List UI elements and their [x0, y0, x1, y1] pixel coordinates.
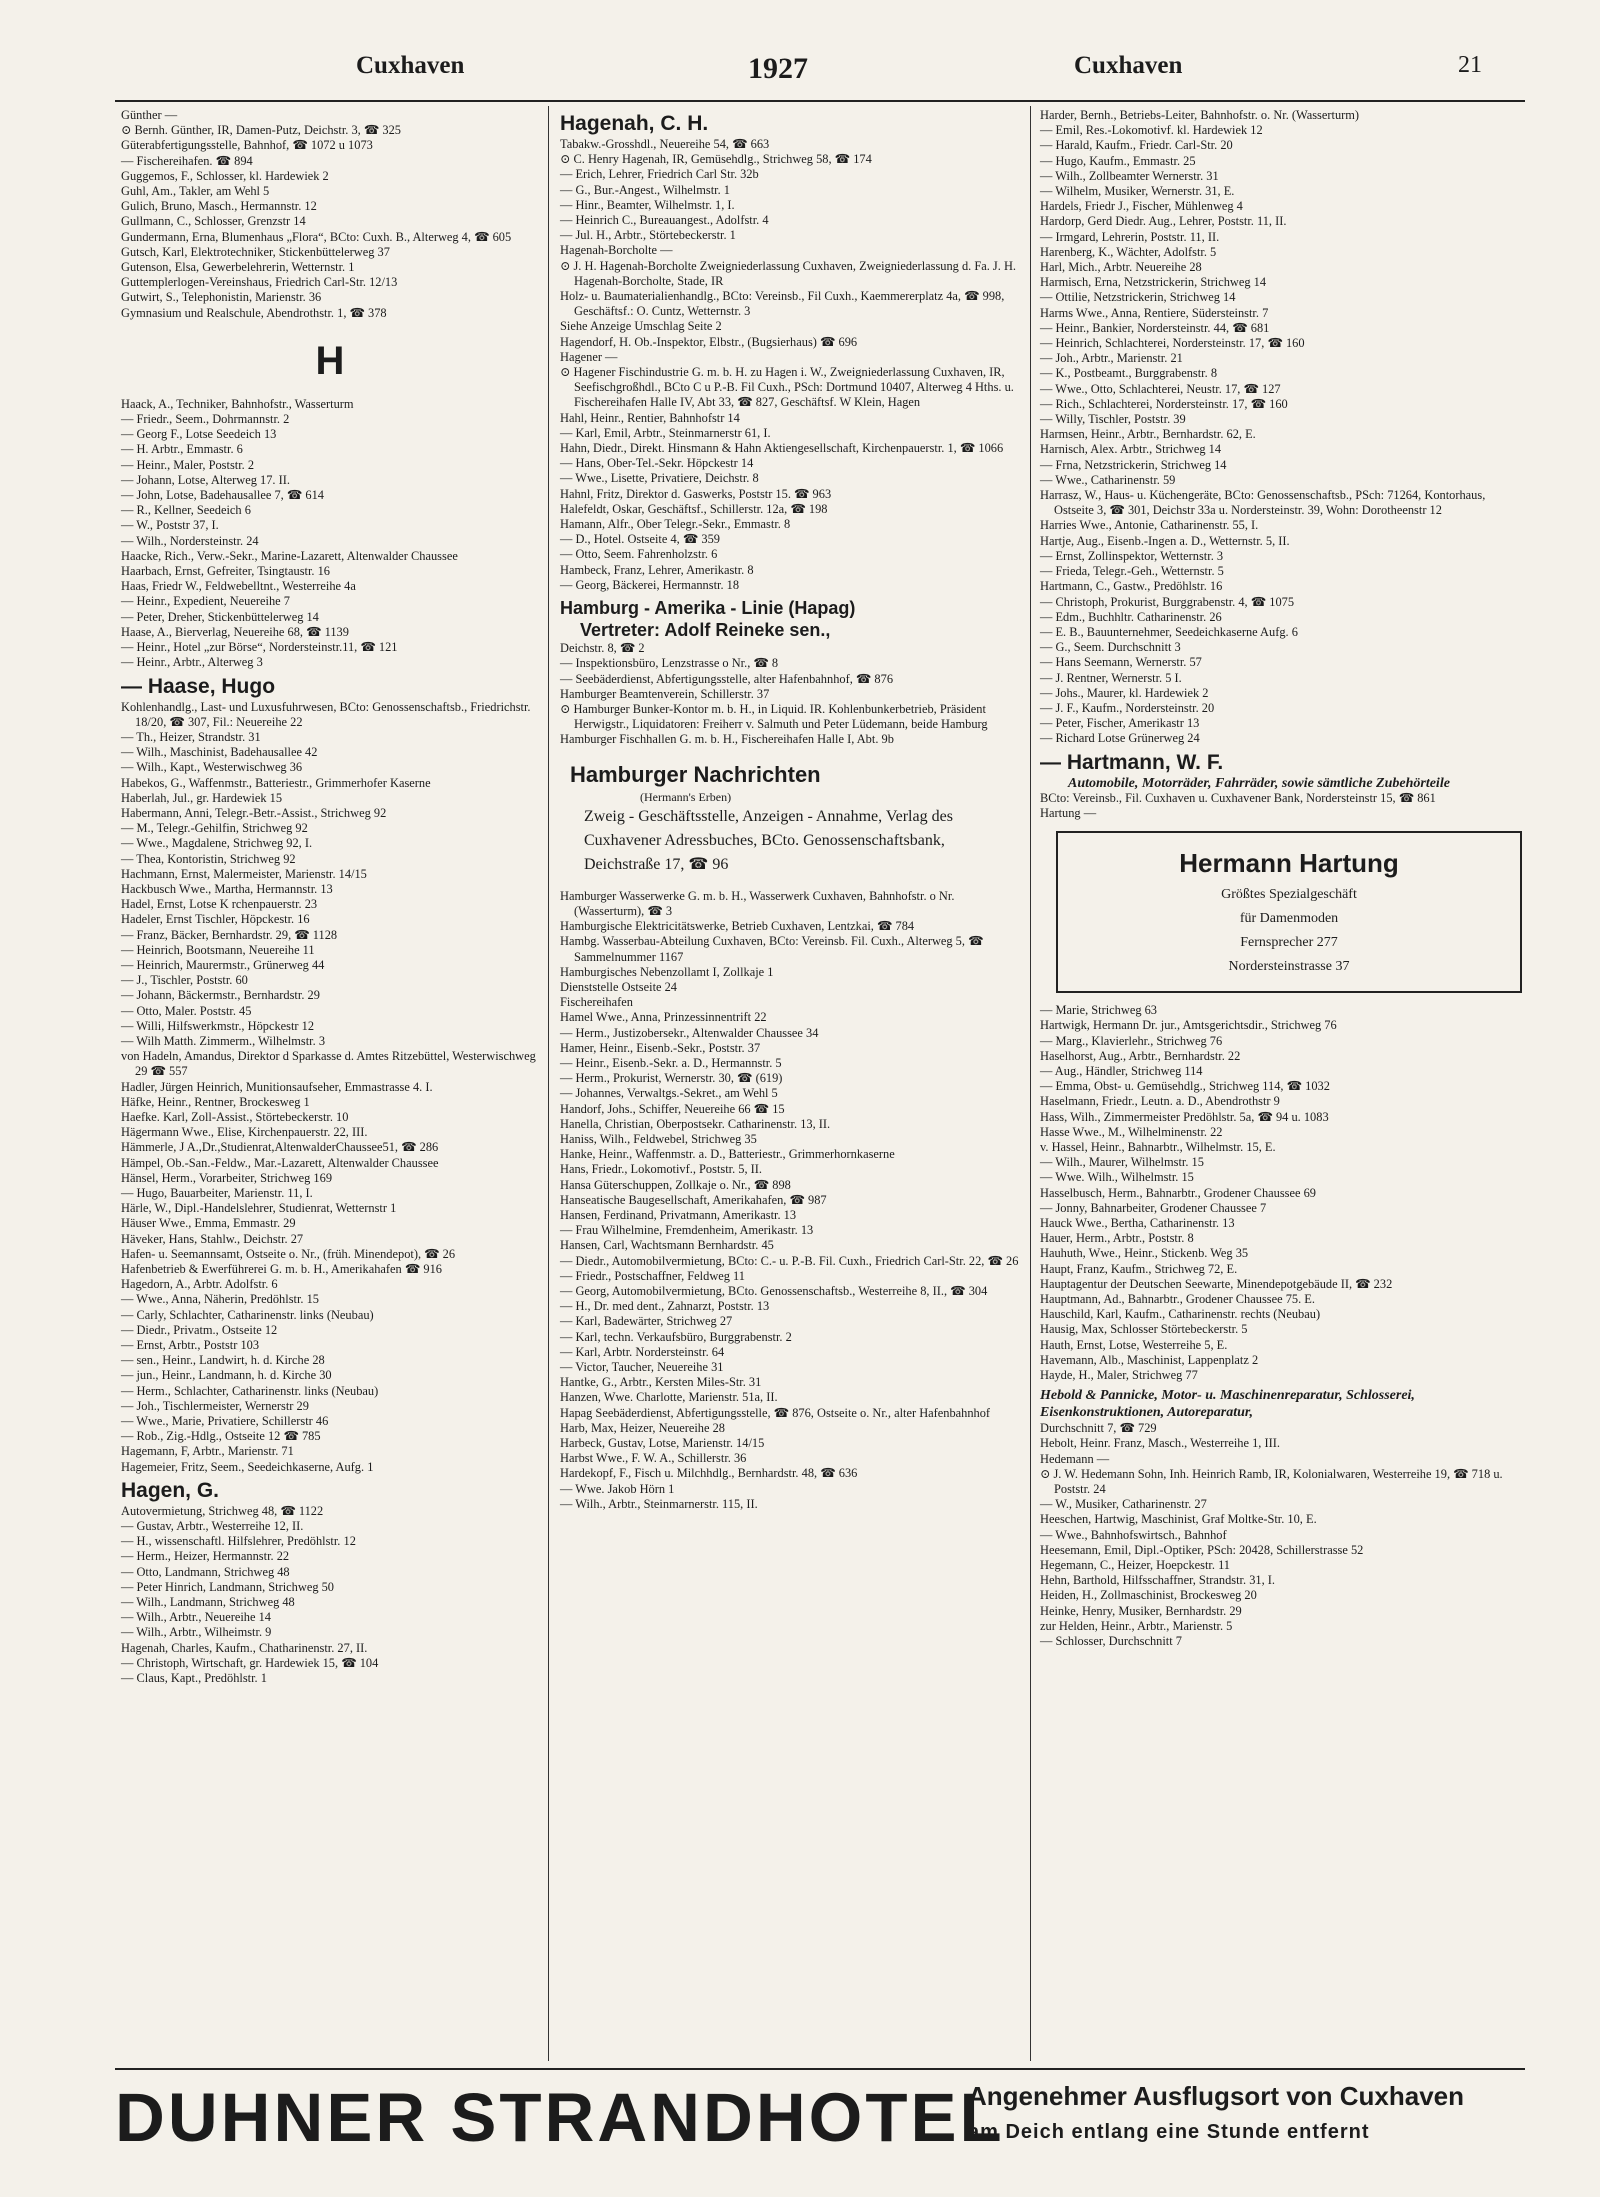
directory-entry: — Willy, Tischler, Poststr. 39 — [1040, 412, 1186, 427]
directory-entry: — Christoph, Prokurist, Burggrabenstr. 4, ☎ 1075 — [1040, 594, 1295, 609]
directory-entry: — Wilh Matth. Zimmerm., Wilhelmstr. 3 — [121, 1033, 326, 1048]
ad-line: Nordersteinstrasse 37 — [1228, 959, 1350, 975]
directory-entry: ⊙ Bernh. Günther, IR, Damen-Putz, Deichstr. 3, ☎ 325 — [121, 123, 401, 138]
directory-entry: — K., Postbeamt., Burggrabenstr. 8 — [1040, 366, 1218, 381]
directory-entry: Hahl, Heinr., Rentier, Bahnhofstr 14 — [560, 410, 740, 425]
directory-entry: Gymnasium und Realschule, Abendrothstr. 1, ☎ 378 — [121, 305, 387, 320]
directory-entry: — Wwe., Magdalene, Strichweg 92, I. — [121, 836, 313, 851]
directory-entry: Habekos, G., Waffenmstr., Batteriestr., Grimmerhofer Kaserne — [121, 775, 431, 790]
directory-entry: Haarbach, Ernst, Gefreiter, Tsingtaustr. 16 — [121, 564, 330, 579]
directory-entry: Hartwigk, Hermann Dr. jur., Amtsgerichtsdir., Strichweg 76 — [1040, 1018, 1337, 1033]
directory-entry: Hamburgisches Nebenzollamt I, Zollkaje 1 — [560, 964, 774, 979]
directory-entry: Haack, A., Techniker, Bahnhofstr., Wasserturm — [121, 396, 354, 411]
directory-entry: — Heinrich, Schlachterei, Nordersteinstr. 17, ☎ 160 — [1040, 336, 1305, 351]
directory-entry: — Friedr., Postschaffner, Feldweg 11 — [560, 1268, 745, 1283]
directory-entry: Haberlah, Jul., gr. Hardewiek 15 — [121, 790, 283, 805]
footer-rule — [115, 2068, 1525, 2070]
header-city-left: Cuxhaven — [356, 52, 465, 79]
directory-entry: Guttemplerlogen-Vereinshaus, Friedrich Carl-Str. 12/13 — [121, 275, 398, 290]
directory-entry: Hansa Güterschuppen, Zollkaje o. Nr., ☎ 898 — [560, 1177, 791, 1192]
directory-entry: Hackbusch Wwe., Martha, Hermannstr. 13 — [121, 881, 333, 896]
directory-entry: — Carly, Schlachter, Catharinenstr. links (Neubau) — [121, 1307, 374, 1322]
directory-entry: — H., wissenschaftl. Hilfslehrer, Predöhlstr. 12 — [121, 1534, 356, 1549]
directory-entry: — Heinr., Expedient, Neuereihe 7 — [121, 594, 290, 609]
directory-entry: — Marie, Strichweg 63 — [1040, 1003, 1157, 1018]
entries-1d — [121, 1504, 539, 1686]
entries-3a — [1040, 108, 1528, 747]
directory-entry: — Wilh., Arbtr., Wilheimstr. 9 — [121, 1625, 272, 1640]
directory-entry: — W., Poststr 37, I. — [121, 518, 219, 533]
directory-entry: Hagendorf, H. Ob.-Inspektor, Elbstr., (Bugsierhaus) ☎ 696 — [560, 334, 858, 349]
entries-3d — [1040, 1421, 1528, 1649]
directory-entry: — Edm., Buchhltr. Catharinenstr. 26 — [1040, 609, 1222, 624]
directory-entry: Guggemos, F., Schlosser, kl. Hardewiek 2 — [121, 168, 329, 183]
directory-entry: Heesemann, Emil, Dipl.-Optiker, PSch: 20428, Schillerstrasse 52 — [1040, 1542, 1364, 1557]
column-1 — [121, 108, 539, 2063]
directory-entry: Heiden, H., Zollmaschinist, Brockesweg 20 — [1040, 1588, 1257, 1603]
ad-title: Hamburger Nachrichten — [570, 761, 821, 787]
directory-entry: — Peter, Dreher, Stickenbüttelerweg 14 — [121, 609, 319, 624]
directory-entry: — Wwe. Wilh., Wilhelmstr. 15 — [1040, 1170, 1194, 1185]
directory-entry: Hanella, Christian, Oberpostsekr. Catharinenstr. 13, II. — [560, 1116, 831, 1131]
directory-entry: Hanke, Heinr., Waffenmstr. a. D., Batteriestr., Grimmerhornkaserne — [560, 1147, 895, 1162]
directory-entry: — Rob., Zig.-Hdlg., Ostseite 12 ☎ 785 — [121, 1429, 321, 1444]
directory-entry: Gulich, Bruno, Masch., Hermannstr. 12 — [121, 199, 317, 214]
directory-entry: — Karl, Emil, Arbtr., Steinmarnerstr 61, I. — [560, 425, 771, 440]
directory-entry: — sen., Heinr., Landwirt, h. d. Kirche 28 — [121, 1353, 325, 1368]
directory-entry: — Heinrich C., Bureauangest., Adolfstr. 4 — [560, 213, 769, 228]
directory-entry: — Frieda, Telegr.-Geh., Wetternstr. 5 — [1040, 564, 1224, 579]
page-header — [0, 52, 1600, 92]
entry-heading-hagen: Hagen, G. — [121, 1478, 220, 1502]
column-3 — [1040, 108, 1528, 2063]
directory-entry: Hansen, Ferdinand, Privatmann, Amerikastr. 13 — [560, 1207, 797, 1222]
column-divider — [548, 106, 549, 2061]
directory-entry: ⊙ Hagener Fischindustrie G. m. b. H. zu Hagen i. W., Zweigniederlassung Cuxhaven, IR, Seefischgroßhdl., BCto C u P.-B. Fil Cuxh., PSch: Dortmund 10407, Alterweg 4 Hths. u. Fischereihafen Halle IV, Abt 33, ☎ 827, Geschäftsf. W Klein, Hagen — [560, 365, 1014, 410]
ad-hermann-hartung — [1056, 831, 1522, 993]
directory-entry: Gundermann, Erna, Blumenhaus „Flora“, BCto: Cuxh. B., Alterweg 4, ☎ 605 — [121, 229, 512, 244]
column-2 — [560, 108, 1022, 2063]
footer-advert-line2: am Deich entlang eine Stunde entfernt — [968, 2121, 1370, 2143]
directory-entry: — Marg., Klavierlehr., Strichweg 76 — [1040, 1033, 1223, 1048]
directory-entry: — Otto, Landmann, Strichweg 48 — [121, 1564, 290, 1579]
directory-entry: — Diedr., Automobilvermietung, BCto: C.- u. P.-B. Fil. Cuxh., Friedrich Carl-Str. 22, ☎ 26 — [560, 1253, 1019, 1268]
directory-entry: BCto: Vereinsb., Fil. Cuxhaven u. Cuxhavener Bank, Nordersteinstr 15, ☎ 861 — [1040, 790, 1436, 805]
directory-entry: — Otto, Maler. Poststr. 45 — [121, 1003, 252, 1018]
directory-entry: Hegemann, C., Heizer, Hoepckestr. 11 — [1040, 1558, 1231, 1573]
directory-entry: — Wilh., Zollbeamter Wernerstr. 31 — [1040, 168, 1219, 183]
directory-entry: Hansen, Carl, Wachtsmann Bernhardstr. 45 — [560, 1238, 774, 1253]
page-number: 21 — [1458, 52, 1482, 78]
directory-entry: Tabakw.-Grosshdl., Neuereihe 54, ☎ 663 — [560, 137, 770, 151]
directory-entry: Hass, Wilh., Zimmermeister Predöhlstr. 5a, ☎ 94 u. 1083 — [1040, 1109, 1329, 1124]
directory-entry: Hardorp, Gerd Diedr. Aug., Lehrer, Poststr. 11, II. — [1040, 214, 1287, 229]
directory-entry: Hanseatische Baugesellschaft, Amerikahafen, ☎ 987 — [560, 1192, 827, 1207]
directory-entry: — Ernst, Arbtr., Poststr 103 — [121, 1338, 260, 1353]
directory-entry: — Herm., Schlachter, Catharinenstr. links (Neubau) — [121, 1383, 379, 1398]
directory-entry: — Georg, Automobilvermietung, BCto. Genossenschaftsb., Westerreihe 8, II., ☎ 304 — [560, 1284, 988, 1298]
directory-entry: Harbeck, Gustav, Lotse, Marienstr. 14/15 — [560, 1436, 765, 1451]
directory-entry: ⊙ J. W. Hedemann Sohn, Inh. Heinrich Ramb, IR, Kolonialwaren, Westerreihe 19, ☎ 718 u. Poststr. 24 — [1040, 1466, 1503, 1497]
directory-entry: — Wilhelm, Musiker, Wernerstr. 31, E. — [1040, 184, 1235, 199]
directory-entry: Hagenah-Borcholte — — [560, 243, 673, 258]
directory-entry: Hardekopf, F., Fisch u. Milchhdlg., Bernhardstr. 48, ☎ 636 — [560, 1466, 858, 1481]
directory-entry: Hartung — — [1040, 805, 1097, 820]
directory-entry: Haefke. Karl, Zoll-Assist., Störtebeckerstr. 10 — [121, 1109, 349, 1124]
directory-entry: Harmisch, Erna, Netzstrickerin, Strichweg 14 — [1040, 275, 1267, 290]
directory-entry: Harrasz, W., Haus- u. Küchengeräte, BCto: Genossenschaftsb., PSch: 71264, Kontorhaus, Ostseite 3, ☎ 301, Deichstr 33a u. Nordersteinstr. 39, Wohn: Dorotheenstr 12 — [1040, 488, 1486, 518]
directory-entry: Deichstr. 8, ☎ 2 — [560, 641, 645, 656]
directory-entry: Gutenson, Elsa, Gewerbelehrerin, Wetternstr. 1 — [121, 260, 355, 275]
directory-entry: Hans, Friedr., Lokomotivf., Poststr. 5, II. — [560, 1162, 763, 1177]
directory-entry: Hauer, Herm., Arbtr., Poststr. 8 — [1040, 1231, 1194, 1246]
directory-entry: Hamer, Heinr., Eisenb.-Sekr., Poststr. 37 — [560, 1040, 761, 1055]
directory-entry: — Gustav, Arbtr., Westerreihe 12, II. — [121, 1519, 304, 1534]
directory-entry: Hahnl, Fritz, Direktor d. Gaswerks, Poststr 15. ☎ 963 — [560, 486, 832, 501]
directory-entry: Fischereihafen — [560, 995, 633, 1010]
directory-entry: — Franz, Bäcker, Bernhardstr. 29, ☎ 1128 — [121, 927, 338, 942]
directory-entry: — Wilh., Arbtr., Steinmarnerstr. 115, II. — [560, 1496, 758, 1511]
directory-entry: — Peter Hinrich, Landmann, Strichweg 50 — [121, 1579, 335, 1594]
directory-entry: Havemann, Alb., Maschinist, Lappenplatz 2 — [1040, 1352, 1259, 1367]
directory-entry: Hamburgische Elektricitätswerke, Betrieb Cuxhaven, Lentzkai, ☎ 784 — [560, 919, 915, 934]
directory-entry: Hadeler, Ernst Tischler, Höpckestr. 16 — [121, 912, 310, 927]
directory-entry: Hambg. Wasserbau-Abteilung Cuxhaven, BCto: Vereinsb. Fil. Cuxh., Alterweg 5, ☎ Sammelnummer 1167 — [560, 934, 984, 964]
directory-entry: — Wilh., Kapt., Westerwischweg 36 — [121, 760, 303, 775]
directory-entry: — G., Seem. Durchschnitt 3 — [1040, 640, 1181, 655]
directory-entry: Hamburger Fischhallen G. m. b. H., Fischereihafen Halle I, Abt. 9b — [560, 732, 894, 747]
directory-entry: — Hinr., Beamter, Wilhelmstr. 1, I. — [560, 197, 735, 212]
directory-entry: — Jul. H., Arbtr., Störtebeckerstr. 1 — [560, 228, 736, 243]
entries-3b — [1040, 791, 1528, 821]
directory-entry: Hamburger Beamtenverein, Schillerstr. 37 — [560, 686, 770, 701]
directory-entry: ⊙ C. Henry Hagenah, IR, Gemüsehdlg., Strichweg 58, ☎ 174 — [560, 152, 872, 167]
directory-entry: — Richard Lotse Grünerweg 24 — [1040, 731, 1200, 746]
directory-entry: Hagenah, Charles, Kaufm., Chatharinenstr. 27, II. — [121, 1640, 368, 1655]
directory-entry: Heeschen, Hartwig, Maschinist, Graf Moltke-Str. 10, E. — [1040, 1512, 1317, 1527]
hebold-entry: Hebold & Pannicke, Motor- u. Maschinenreparatur, Schlosserei, Eisenkonstruktionen, Autoreparatur, — [1040, 1388, 1415, 1421]
ad-title: Hermann Hartung — [1179, 848, 1399, 879]
directory-entry: Hadel, Ernst, Lotse K rchenpauerstr. 23 — [121, 897, 318, 912]
directory-entry: Hambeck, Franz, Lehrer, Amerikastr. 8 — [560, 562, 754, 577]
directory-entry: Harenberg, K., Wächter, Adolfstr. 5 — [1040, 244, 1217, 259]
directory-entry: Hantke, G., Arbtr., Kersten Miles-Str. 31 — [560, 1375, 762, 1390]
header-year: 1927 — [748, 52, 808, 85]
footer-advert-title: DUHNER STRANDHOTEL — [115, 2079, 1005, 2156]
directory-entry: Hasselbusch, Herm., Bahnarbtr., Grodener Chaussee 69 — [1040, 1185, 1316, 1200]
directory-entry: Härle, W., Dipl.-Handelslehrer, Studienrat, Wetternstr 1 — [121, 1201, 397, 1216]
directory-entry: Hayde, H., Maler, Strichweg 77 — [1040, 1368, 1198, 1383]
directory-entry: — Heinr., Hotel „zur Börse“, Nordersteinstr.11, ☎ 121 — [121, 640, 398, 655]
directory-entry: — Heinr., Bankier, Nordersteinstr. 44, ☎ 681 — [1040, 320, 1270, 335]
directory-entry: — Otto, Seem. Fahrenholzstr. 6 — [560, 547, 718, 562]
directory-entry: Haniss, Wilh., Feldwebel, Strichweg 35 — [560, 1131, 757, 1146]
hapag-representative: Vertreter: Adolf Reineke sen., — [580, 620, 831, 641]
entries-2a — [560, 137, 1022, 593]
directory-entry: — Wwe., Bahnhofswirtsch., Bahnhof — [1040, 1527, 1227, 1542]
directory-entry: Haselmann, Friedr., Leutn. a. D., Abendrothstr 9 — [1040, 1094, 1280, 1109]
directory-entry: Siehe Anzeige Umschlag Seite 2 — [560, 319, 722, 334]
header-city-right: Cuxhaven — [1074, 52, 1183, 79]
directory-entry: Hagemann, F, Arbtr., Marienstr. 71 — [121, 1444, 294, 1459]
directory-entry: Günther — — [121, 108, 178, 122]
directory-entry: Durchschnitt 7, ☎ 729 — [1040, 1421, 1157, 1436]
directory-entry: Holz- u. Baumaterialienhandlg., BCto: Vereinsb., Fil Cuxh., Kaemmererplatz 4a, ☎ 998, Geschäftsf.: O. Cuntz, Wetternstr. 3 — [560, 289, 1005, 319]
directory-entry: — Rich., Schlachterei, Nordersteinstr. 17, ☎ 160 — [1040, 396, 1288, 411]
directory-entry: — Friedr., Seem., Dohrmannstr. 2 — [121, 412, 290, 427]
directory-entry: — Seebäderdienst, Abfertigungsstelle, alter Hafenbahnhof, ☎ 876 — [560, 671, 894, 686]
directory-entry: — Ernst, Zollinspektor, Wetternstr. 3 — [1040, 548, 1224, 563]
directory-entry: Harries Wwe., Antonie, Catharinenstr. 55, I. — [1040, 518, 1259, 533]
directory-entry: Hahn, Diedr., Direkt. Hinsmann & Hahn Aktiengesellschaft, Kirchenpauerstr. 1, ☎ 1066 — [560, 441, 1004, 456]
directory-entry: Heinke, Henry, Musiker, Bernhardstr. 29 — [1040, 1603, 1242, 1618]
directory-entry: — Aug., Händler, Strichweg 114 — [1040, 1063, 1203, 1078]
directory-entry: Hagemeier, Fritz, Seem., Seedeichkaserne, Aufg. 1 — [121, 1459, 374, 1474]
directory-entry: — J. Rentner, Wernerstr. 5 I. — [1040, 670, 1182, 685]
directory-entry: — Fischereihafen. ☎ 894 — [121, 153, 253, 168]
directory-entry: — Joh., Tischlermeister, Wernerstr 29 — [121, 1398, 309, 1413]
directory-entry: — Wilh., Nordersteinstr. 24 — [121, 533, 259, 548]
directory-entry: — Hans, Ober-Tel.-Sekr. Höpckestr 14 — [560, 456, 754, 471]
directory-entry: Haase, A., Bierverlag, Neuereihe 68, ☎ 1139 — [121, 624, 349, 639]
directory-entry: Hagedorn, A., Arbtr. Adolfstr. 6 — [121, 1277, 278, 1292]
directory-entry: Hadler, Jürgen Heinrich, Munitionsaufseher, Emmastrasse 4. I. — [121, 1079, 433, 1094]
section-letter: H — [315, 338, 345, 383]
directory-entry: Handorf, Johs., Schiffer, Neuereihe 66 ☎ 15 — [560, 1101, 785, 1116]
directory-entry: — Wwe. Jakob Hörn 1 — [560, 1481, 675, 1496]
entry-heading-haase: — Haase, Hugo — [121, 674, 276, 698]
entry-heading-hartmann: — Hartmann, W. F. — [1040, 750, 1224, 774]
ad-subtitle: (Hermann's Erben) — [640, 789, 732, 804]
directory-entry: — Willi, Hilfswerkmstr., Höpckestr 12 — [121, 1018, 315, 1033]
directory-entry: — Heinrich, Bootsmann, Neuereihe 11 — [121, 942, 315, 957]
directory-entry: Harmsen, Heinr., Arbtr., Bernhardstr. 62, E. — [1040, 427, 1256, 442]
entries-3c — [1040, 1003, 1528, 1383]
directory-entry: Autovermietung, Strichweg 48, ☎ 1122 — [121, 1503, 324, 1518]
directory-entry: Harms Wwe., Anna, Rentiere, Südersteinstr. 7 — [1040, 305, 1269, 320]
directory-entry: Hauptmann, Ad., Bahnarbtr., Grodener Chaussee 75. E. — [1040, 1292, 1315, 1306]
entries-1b — [121, 397, 539, 671]
directory-entry: — Christoph, Wirtschaft, gr. Hardewiek 15, ☎ 104 — [121, 1655, 379, 1670]
directory-entry: Hehn, Barthold, Hilfsschaffner, Strandstr. 31, I. — [1040, 1573, 1275, 1588]
directory-entry: — Emil, Res.-Lokomotivf. kl. Hardewiek 12 — [1040, 123, 1263, 138]
hapag-heading: Hamburg - Amerika - Linie (Hapag) — [560, 598, 856, 619]
ad-line: Größtes Spezialgeschäft — [1221, 887, 1357, 903]
directory-entry: — Harald, Kaufm., Friedr. Carl-Str. 20 — [1040, 138, 1233, 153]
directory-entry: — Wilh., Arbtr., Neuereihe 14 — [121, 1610, 271, 1625]
directory-entry: — Irmgard, Lehrerin, Poststr. 11, II. — [1040, 229, 1220, 244]
directory-entry: ⊙ Hamburger Bunker-Kontor m. b. H., in Liquid. IR. Kohlenbunkerbetrieb, Präsident Herwigstr., Liquidatoren: Freiherr v. Salmuth und Peter Lüdemann, beide Hamburg — [560, 701, 988, 732]
directory-entry: — Inspektionsbüro, Lenzstrasse o Nr., ☎ 8 — [560, 656, 779, 671]
directory-entry: — Heinr., Arbtr., Alterweg 3 — [121, 655, 263, 670]
directory-entry: — Th., Heizer, Strandstr. 31 — [121, 729, 261, 744]
directory-entry: Hauth, Ernst, Lotse, Westerreihe 5, E. — [1040, 1337, 1228, 1352]
directory-entry: — Johannes, Verwaltgs.-Sekret., am Wehl 5 — [560, 1086, 778, 1101]
directory-entry: — Johann, Bäckermstr., Bernhardstr. 29 — [121, 988, 320, 1003]
directory-entry: — Schlosser, Durchschnitt 7 — [1040, 1634, 1182, 1649]
directory-entry: Hafen- u. Seemannsamt, Ostseite o. Nr., (früh. Minendepot), ☎ 26 — [121, 1246, 456, 1261]
entries-2c — [560, 889, 1022, 1512]
directory-entry: — Heinr., Maler, Poststr. 2 — [121, 457, 255, 472]
directory-entry: Hauhuth, Wwe., Heinr., Stickenb. Weg 35 — [1040, 1246, 1249, 1261]
directory-entry: — John, Lotse, Badehausallee 7, ☎ 614 — [121, 488, 324, 503]
directory-entry: Hänsel, Herm., Vorarbeiter, Strichweg 169 — [121, 1170, 333, 1185]
directory-entry: v. Hassel, Heinr., Bahnarbtr., Wilhelmstr. 15, E. — [1040, 1139, 1276, 1154]
directory-entry: — Georg, Bäckerei, Hermannstr. 18 — [560, 577, 740, 592]
directory-entry: — H., Dr. med dent., Zahnarzt, Poststr. 13 — [560, 1299, 770, 1314]
directory-entry: Harb, Max, Heizer, Neuereihe 28 — [560, 1420, 725, 1435]
directory-entry: — J. F., Kaufm., Nordersteinstr. 20 — [1040, 700, 1215, 715]
directory-entry: — Joh., Arbtr., Marienstr. 21 — [1040, 351, 1183, 366]
directory-entry: — R., Kellner, Seedeich 6 — [121, 503, 251, 518]
directory-entry: Hämpel, Ob.-San.-Feldw., Mar.-Lazarett, Altenwalder Chaussee — [121, 1155, 439, 1170]
directory-entry: — D., Hotel. Ostseite 4, ☎ 359 — [560, 532, 720, 547]
directory-entry: — Jonny, Bahnarbeiter, Grodener Chaussee 7 — [1040, 1200, 1267, 1215]
directory-entry: — E. B., Bauunternehmer, Seedeichkaserne Aufg. 6 — [1040, 624, 1298, 639]
directory-entry: Häveker, Hans, Stahlw., Deichstr. 27 — [121, 1231, 304, 1246]
directory-entry: Hafenbetrieb & Ewerführerei G. m. b. H., Amerikahafen ☎ 916 — [121, 1262, 442, 1277]
directory-entry: — Karl, techn. Verkaufsbüro, Burggrabenstr. 2 — [560, 1329, 792, 1344]
directory-entry: Hartmann, C., Gastw., Predöhlstr. 16 — [1040, 579, 1223, 594]
footer-advert-line1: Angenehmer Ausflugsort von Cuxhaven — [968, 2081, 1464, 2111]
directory-entry: — Diedr., Privatm., Ostseite 12 — [121, 1322, 278, 1337]
directory-entry: — jun., Heinr., Landmann, h. d. Kirche 30 — [121, 1368, 332, 1383]
entries-1c — [121, 700, 539, 1475]
directory-entry: — Frau Wilhelmine, Fremdenheim, Amerikastr. 13 — [560, 1223, 814, 1238]
directory-entry: von Hadeln, Amandus, Direktor d Sparkasse d. Amtes Ritzebüttel, Westerwischweg 29 ☎ 557 — [121, 1049, 536, 1079]
directory-entry: Hamburger Wasserwerke G. m. b. H., Wasserwerk Cuxhaven, Bahnhofstr. o Nr. (Wasserturm), ☎ 3 — [560, 888, 955, 918]
directory-entry: — Ottilie, Netzstrickerin, Strichweg 14 — [1040, 290, 1236, 305]
directory-entry: Halefeldt, Oskar, Geschäftsf., Schillerstr. 12a, ☎ 198 — [560, 501, 828, 516]
directory-entry: — Claus, Kapt., Predöhlstr. 1 — [121, 1671, 267, 1686]
directory-entry: — W., Musiker, Catharinenstr. 27 — [1040, 1497, 1207, 1512]
directory-entry: — G., Bur.-Angest., Wilhelmstr. 1 — [560, 182, 730, 197]
directory-entry: Hamel Wwe., Anna, Prinzessinnentrift 22 — [560, 1010, 767, 1025]
directory-entry: — Erich, Lehrer, Friedrich Carl Str. 32b — [560, 167, 759, 182]
directory-entry: — Karl, Arbtr. Nordersteinstr. 64 — [560, 1344, 725, 1359]
ad-line: Fernsprecher 277 — [1240, 935, 1338, 951]
directory-entry: — Thea, Kontoristin, Strichweg 92 — [121, 851, 296, 866]
directory-entry: Hauck Wwe., Bertha, Catharinenstr. 13 — [1040, 1215, 1235, 1230]
directory-entry: Hägermann Wwe., Elise, Kirchenpauerstr. 22, III. — [121, 1125, 368, 1140]
directory-entry: — Frna, Netzstrickerin, Strichweg 14 — [1040, 457, 1227, 472]
directory-entry: Hagener — — [560, 349, 618, 364]
directory-entry: — Heinr., Eisenb.-Sekr. a. D., Hermannstr. 5 — [560, 1055, 782, 1070]
directory-entry: — J., Tischler, Poststr. 60 — [121, 973, 248, 988]
directory-entry: Gullmann, C., Schlosser, Grenzstr 14 — [121, 214, 306, 229]
directory-entry: — Emma, Obst- u. Gemüsehdlg., Strichweg 114, ☎ 1032 — [1040, 1079, 1330, 1094]
column-divider — [1030, 106, 1031, 2061]
directory-entry: Kohlenhandlg., Last- und Luxusfuhrwesen, BCto: Genossenschaftsb., Friedrichstr. 18/20, ☎ 307, Fil.: Neuereihe 22 — [121, 699, 531, 729]
directory-entry: — M., Telegr.-Gehilfin, Strichweg 92 — [121, 821, 308, 836]
directory-entry: — Herm., Heizer, Hermannstr. 22 — [121, 1549, 290, 1564]
header-rule — [115, 100, 1525, 102]
ad-hamburger-nachrichten — [560, 756, 1022, 883]
directory-entry: — Wilh., Maurer, Wilhelmstr. 15 — [1040, 1155, 1204, 1170]
hartmann-products: Automobile, Motorräder, Fahrräder, sowie sämtliche Zubehörteile — [1068, 775, 1450, 791]
directory-entry: Hasse Wwe., M., Wilhelminenstr. 22 — [1040, 1124, 1223, 1139]
directory-entry: Güterabfertigungsstelle, Bahnhof, ☎ 1072 u 1073 — [121, 138, 373, 153]
directory-entry: — Wwe., Marie, Privatiere, Schillerstr 46 — [121, 1414, 329, 1429]
directory-entry: Häfke, Heinr., Rentner, Brockesweg 1 — [121, 1094, 310, 1109]
directory-entry: — Johann, Lotse, Alterweg 17. II. — [121, 472, 290, 487]
directory-entry: Hämmerle, J A.,Dr.,Studienrat,AltenwalderChaussee51, ☎ 286 — [121, 1140, 439, 1155]
directory-entry: Guhl, Am., Takler, am Wehl 5 — [121, 184, 270, 199]
directory-entry: Harl, Mich., Arbtr. Neuereihe 28 — [1040, 260, 1202, 275]
directory-entry: — Wwe., Lisette, Privatiere, Deichstr. 8 — [560, 471, 759, 486]
directory-entry: — Wwe., Catharinenstr. 59 — [1040, 472, 1176, 487]
entry-heading-hagenah: Hagenah, C. H. — [560, 112, 709, 135]
directory-entry: — Victor, Taucher, Neuereihe 31 — [560, 1360, 724, 1375]
directory-entry: — Herm., Prokurist, Wernerstr. 30, ☎ (619) — [560, 1071, 783, 1086]
directory-entry: Harnisch, Alex. Arbtr., Strichweg 14 — [1040, 442, 1222, 457]
directory-entry: Hardels, Friedr J., Fischer, Mühlenweg 4 — [1040, 199, 1243, 214]
directory-entry: — Hugo, Bauarbeiter, Marienstr. 11, I. — [121, 1186, 313, 1200]
directory-entry: — Wilh., Landmann, Strichweg 48 — [121, 1595, 295, 1610]
ad-body: Zweig - Geschäftsstelle, Anzeigen - Annahme, Verlag des Cuxhavener Adressbuches, BCto. Genossenschaftsbank, Deichstraße 17, ☎ 96 — [584, 807, 953, 873]
directory-entry: — Wwe., Otto, Schlachterei, Neustr. 17, ☎ 127 — [1040, 381, 1281, 396]
directory-entry: — Johs., Maurer, kl. Hardewiek 2 — [1040, 685, 1209, 700]
directory-entry: Hauptagentur der Deutschen Seewarte, Minendepotgebäude II, ☎ 232 — [1040, 1276, 1393, 1291]
directory-entry: — Hans Seemann, Wernerstr. 57 — [1040, 655, 1202, 670]
directory-entry: — Karl, Badewärter, Strichweg 27 — [560, 1314, 733, 1329]
directory-entry: Häuser Wwe., Emma, Emmastr. 29 — [121, 1216, 296, 1231]
directory-entry: Hapag Seebäderdienst, Abfertigungsstelle, ☎ 876, Ostseite o. Nr., alter Hafenbahnhof — [560, 1405, 991, 1420]
directory-entry: Hebolt, Heinr. Franz, Masch., Westerreihe 1, III. — [1040, 1436, 1280, 1451]
directory-entry: Hartje, Aug., Eisenb.-Ingen a. D., Wetternstr. 5, II. — [1040, 533, 1290, 548]
directory-entry: Haas, Friedr W., Feldwebelltnt., Westerreihe 4a — [121, 579, 356, 594]
directory-entry: Haupt, Franz, Kaufm., Strichweg 72, E. — [1040, 1261, 1238, 1276]
directory-entry: Gutsch, Karl, Elektrotechniker, Stickenbüttelerweg 37 — [121, 244, 390, 259]
directory-entry: — Wwe., Anna, Näherin, Predöhlstr. 15 — [121, 1292, 319, 1307]
directory-entry: — H. Arbtr., Emmastr. 6 — [121, 442, 243, 457]
directory-entry: — Heinrich, Maurermstr., Grünerweg 44 — [121, 957, 325, 972]
ad-line: für Damenmoden — [1239, 911, 1339, 927]
entries-2b — [560, 641, 1022, 747]
directory-entry: Haselhorst, Aug., Arbtr., Bernhardstr. 22 — [1040, 1048, 1241, 1063]
directory-entry: zur Helden, Heinr., Arbtr., Marienstr. 5 — [1040, 1618, 1233, 1633]
directory-entry: ⊙ J. H. Hagenah-Borcholte Zweigniederlassung Cuxhaven, Zweigniederlassung d. Fa. J. H. Hagenah-Borcholte, Stade, IR — [560, 258, 1016, 288]
directory-entry: Harder, Bernh., Betriebs-Leiter, Bahnhofstr. o. Nr. (Wasserturm) — [1040, 108, 1360, 122]
directory-entry: Hachmann, Ernst, Malermeister, Marienstr. 14/15 — [121, 866, 367, 881]
directory-entry: Hedemann — — [1040, 1451, 1110, 1466]
directory-entry: Hamann, Alfr., Ober Telegr.-Sekr., Emmastr. 8 — [560, 517, 791, 532]
directory-entry: Gutwirt, S., Telephonistin, Marienstr. 36 — [121, 290, 322, 305]
directory-entry: — Herm., Justizobersekr., Altenwalder Chaussee 34 — [560, 1025, 819, 1040]
directory-entry: Hanzen, Wwe. Charlotte, Marienstr. 51a, II. — [560, 1390, 778, 1405]
directory-entry: Harbst Wwe., F. W. A., Schillerstr. 36 — [560, 1451, 747, 1466]
directory-entry: Dienststelle Ostseite 24 — [560, 979, 678, 994]
directory-entry: — Wilh., Maschinist, Badehausallee 42 — [121, 745, 318, 760]
directory-entry: — Georg F., Lotse Seedeich 13 — [121, 427, 277, 442]
directory-entry: Haacke, Rich., Verw.-Sekr., Marine-Lazarett, Altenwalder Chaussee — [121, 548, 458, 563]
directory-entry: Habermann, Anni, Telegr.-Betr.-Assist., Strichweg 92 — [121, 805, 387, 820]
entries-1a — [121, 108, 539, 321]
directory-entry: — Peter, Fischer, Amerikastr 13 — [1040, 716, 1200, 731]
directory-entry: Hauschild, Karl, Kaufm., Catharinenstr. rechts (Neubau) — [1040, 1307, 1321, 1322]
directory-entry: — Hugo, Kaufm., Emmastr. 25 — [1040, 153, 1196, 168]
directory-entry: Hausig, Max, Schlosser Störtebeckerstr. 5 — [1040, 1322, 1248, 1337]
